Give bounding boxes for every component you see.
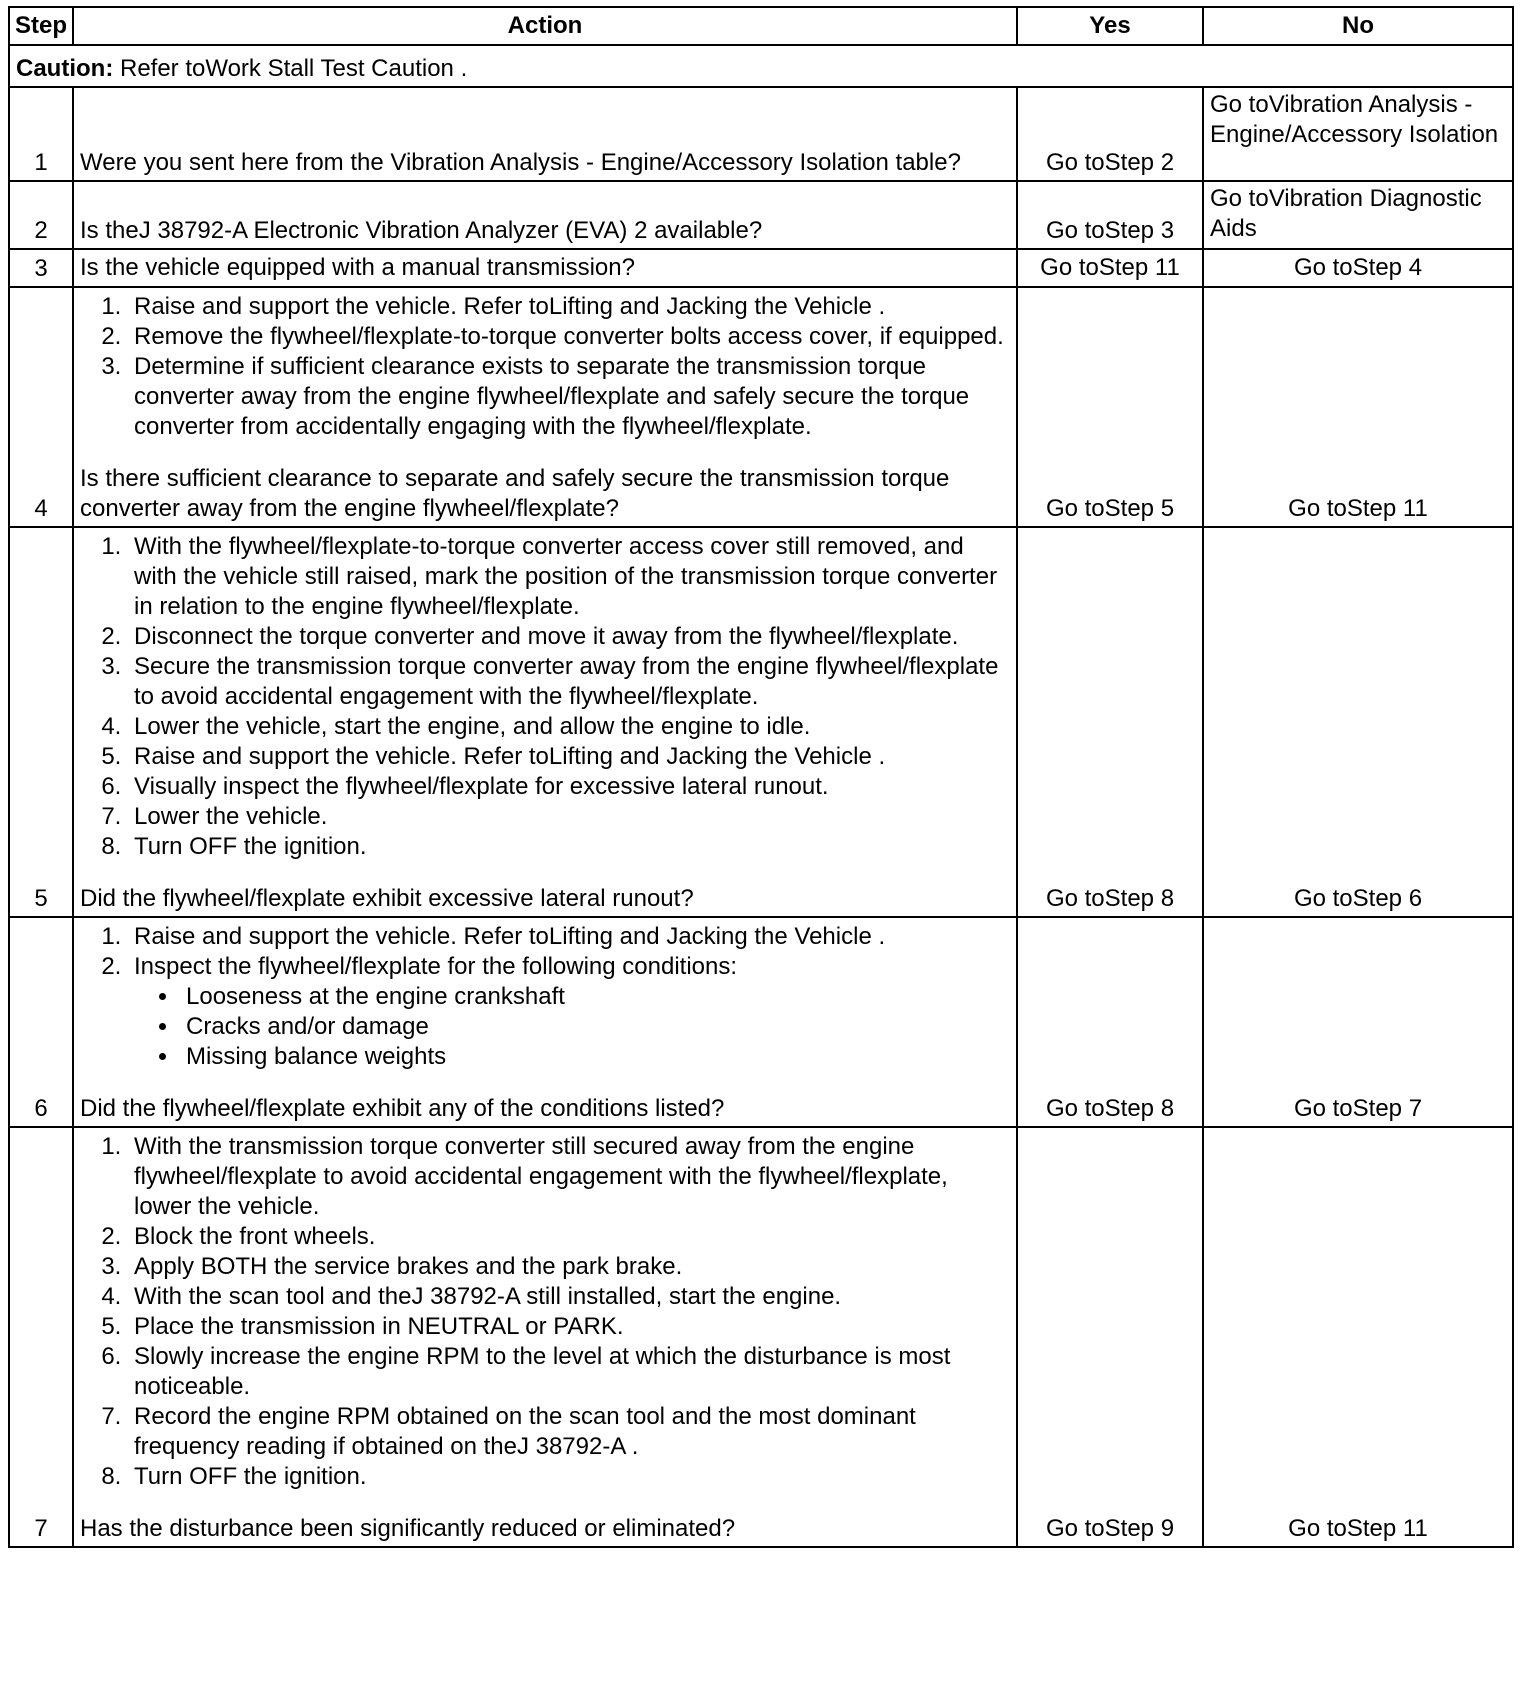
procedure-item: 8. Turn OFF the ignition. (128, 832, 1010, 862)
procedure-item: 1. Raise and support the vehicle. Refer toLifting and Jacking the Vehicle . (128, 922, 1010, 952)
no-cell: Go toStep 4 (1203, 249, 1513, 287)
question-text: Did the flywheel/flexplate exhibit any of the conditions listed? (80, 1095, 725, 1122)
action-cell (73, 181, 1017, 249)
table-row (9, 181, 1513, 249)
header-action: Action (73, 7, 1017, 45)
action-cell (73, 917, 1017, 1127)
step-number: 2 (9, 181, 73, 249)
step-number: 7 (9, 1127, 73, 1547)
table-row (9, 249, 1513, 287)
no-cell: Go toVibration Diagnostic Aids (1203, 181, 1513, 249)
caution-label: Caution: (16, 55, 114, 82)
procedure-item: 6. Slowly increase the engine RPM to the level at which the disturbance is most noticeable. (128, 1342, 1010, 1402)
question-text: Were you sent here from the Vibration Analysis - Engine/Accessory Isolation table? (80, 149, 961, 176)
condition-list (134, 982, 1010, 1072)
table-row (9, 87, 1513, 181)
procedure-item: 7. Lower the vehicle. (128, 802, 1010, 832)
procedure-item: 3. Determine if sufficient clearance exists to separate the transmission torque converter away from the engine flywheel/flexplate and safely secure the torque converter from accidentally engaging with the flywheel/flexplate. (128, 352, 1010, 442)
procedure-item (128, 952, 1010, 1072)
yes-cell: Go toStep 2 (1017, 87, 1203, 181)
yes-cell: Go toStep 5 (1017, 287, 1203, 527)
question-text: Is the vehicle equipped with a manual transmission? (80, 254, 635, 281)
table-row (9, 1127, 1513, 1547)
table-row (9, 917, 1513, 1127)
condition-item: • Looseness at the engine crankshaft (180, 982, 1010, 1012)
procedure-item: 4. With the scan tool and theJ 38792-A still installed, start the engine. (128, 1282, 1010, 1312)
diagnostic-table (8, 6, 1514, 1548)
step-number: 5 (9, 527, 73, 917)
action-cell (73, 249, 1017, 287)
action-cell (73, 527, 1017, 917)
procedure-item: 2. Disconnect the torque converter and move it away from the flywheel/flexplate. (128, 622, 1010, 652)
step-number: 6 (9, 917, 73, 1127)
procedure-list (80, 1132, 1010, 1492)
no-cell: Go toStep 11 (1203, 287, 1513, 527)
caution-row (9, 45, 1513, 87)
condition-item: • Missing balance weights (180, 1042, 1010, 1072)
procedure-item: 5. Raise and support the vehicle. Refer toLifting and Jacking the Vehicle . (128, 742, 1010, 772)
step-number: 1 (9, 87, 73, 181)
procedure-item: 8. Turn OFF the ignition. (128, 1462, 1010, 1492)
procedure-item: 2. Remove the flywheel/flexplate-to-torque converter bolts access cover, if equipped. (128, 322, 1010, 352)
procedure-item: 3. Secure the transmission torque converter away from the engine flywheel/flexplate to avoid accidental engagement with the flywheel/flexplate. (128, 652, 1010, 712)
procedure-item: 3. Apply BOTH the service brakes and the park brake. (128, 1252, 1010, 1282)
procedure-item: 1. With the flywheel/flexplate-to-torque converter access cover still removed, and with the vehicle still raised, mark the position of the transmission torque converter in relation to the engine flywheel/flexplate. (128, 532, 1010, 622)
procedure-item: 2. Block the front wheels. (128, 1222, 1010, 1252)
header-no: No (1203, 7, 1513, 45)
caution-cell (9, 45, 1513, 87)
procedure-item: 4. Lower the vehicle, start the engine, and allow the engine to idle. (128, 712, 1010, 742)
yes-cell: Go toStep 3 (1017, 181, 1203, 249)
procedure-item: 7. Record the engine RPM obtained on the scan tool and the most dominant frequency reading if obtained on theJ 38792-A . (128, 1402, 1010, 1462)
yes-cell: Go toStep 8 (1017, 917, 1203, 1127)
step-number: 3 (9, 249, 73, 287)
no-cell: Go toStep 7 (1203, 917, 1513, 1127)
procedure-item: 5. Place the transmission in NEUTRAL or PARK. (128, 1312, 1010, 1342)
question-text: Did the flywheel/flexplate exhibit excessive lateral runout? (80, 885, 694, 912)
procedure-item: 1. With the transmission torque converter still secured away from the engine flywheel/flexplate to avoid accidental engagement with the flywheel/flexplate, lower the vehicle. (128, 1132, 1010, 1222)
no-cell: Go toVibration Analysis - Engine/Accessory Isolation (1203, 87, 1513, 181)
question-text: Is theJ 38792-A Electronic Vibration Analyzer (EVA) 2 available? (80, 217, 763, 244)
action-cell (73, 287, 1017, 527)
procedure-item-text: Inspect the flywheel/flexplate for the following conditions: (134, 953, 738, 980)
procedure-item: 1. Raise and support the vehicle. Refer toLifting and Jacking the Vehicle . (128, 292, 1010, 322)
yes-cell: Go toStep 8 (1017, 527, 1203, 917)
yes-cell: Go toStep 11 (1017, 249, 1203, 287)
question-text: Has the disturbance been significantly reduced or eliminated? (80, 1515, 736, 1542)
caution-text: Refer toWork Stall Test Caution . (113, 55, 468, 82)
procedure-list (80, 922, 1010, 1072)
condition-item: • Cracks and/or damage (180, 1012, 1010, 1042)
no-cell: Go toStep 11 (1203, 1127, 1513, 1547)
procedure-list (80, 532, 1010, 862)
yes-cell: Go toStep 9 (1017, 1127, 1203, 1547)
header-row (9, 7, 1513, 45)
procedure-item: 6. Visually inspect the flywheel/flexplate for excessive lateral runout. (128, 772, 1010, 802)
table-row (9, 527, 1513, 917)
action-cell (73, 87, 1017, 181)
question-text: Is there sufficient clearance to separate and safely secure the transmission torque converter away from the engine flywheel/flexplate? (80, 465, 950, 522)
action-cell (73, 1127, 1017, 1547)
table-row (9, 287, 1513, 527)
header-yes: Yes (1017, 7, 1203, 45)
procedure-list (80, 292, 1010, 442)
no-cell: Go toStep 6 (1203, 527, 1513, 917)
step-number: 4 (9, 287, 73, 527)
header-step: Step (9, 7, 73, 45)
